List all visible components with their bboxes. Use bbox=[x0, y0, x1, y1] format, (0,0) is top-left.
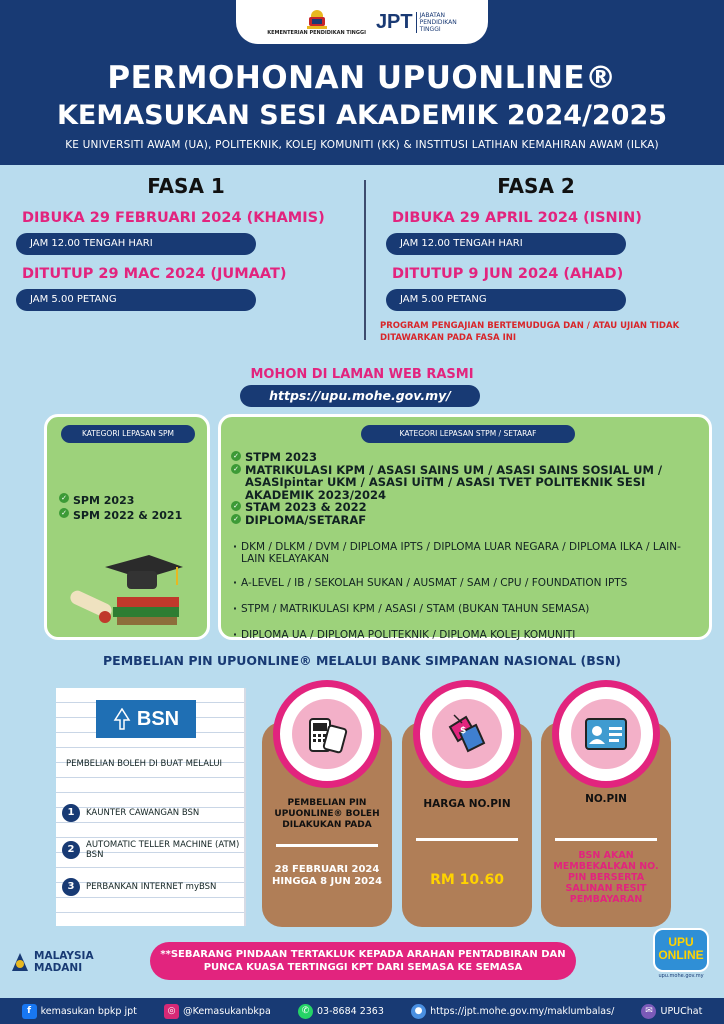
card-value: BSN AKAN MEMBEKALKAN NO. PIN BERSERTA SALINAN RESIT PEMBAYARAN bbox=[553, 850, 659, 905]
spm-category-tag: KATEGORI LEPASAN SPM bbox=[61, 425, 195, 443]
bsn-tree-icon bbox=[113, 708, 131, 730]
bsn-step-1 bbox=[62, 804, 246, 822]
phase-divider bbox=[364, 180, 366, 340]
phase-2-close-time: JAM 5.00 PETANG bbox=[386, 289, 626, 311]
info-card-pin-info bbox=[541, 722, 671, 927]
page-title: PERMOHONAN UPUONLINE® bbox=[107, 60, 617, 96]
info-card-pin-price bbox=[402, 722, 532, 927]
upuchat-link[interactable]: ✉ UPUChat bbox=[641, 1004, 702, 1019]
list-item: ✓ STAM 2023 & 2022 bbox=[231, 501, 701, 514]
malaysia-madani-logo: MALAYSIA MADANI bbox=[10, 950, 94, 974]
list-item: · DIPLOMA UA / DIPLOMA POLITEKNIK / DIPLOMA KOLEJ KOMUNITI bbox=[241, 629, 701, 641]
facebook-link[interactable]: f kemasukan bpkp jpt bbox=[22, 1004, 137, 1019]
card-value: RM 10.60 bbox=[430, 872, 504, 888]
bsn-logo: BSN bbox=[96, 700, 196, 738]
step-number: 2 bbox=[62, 841, 80, 859]
phase-2-title: FASA 2 bbox=[497, 174, 575, 198]
list-item: ✓ STPM 2023 bbox=[231, 451, 701, 464]
list-item: ✓ SPM 2023 bbox=[59, 493, 182, 508]
card-divider bbox=[276, 844, 378, 847]
kpt-logo bbox=[267, 8, 366, 36]
madani-icon bbox=[10, 951, 30, 973]
phase-2-note: PROGRAM PENGAJIAN BERTEMUDUGA DAN / ATAU UJIAN TIDAK DITAWARKAN PADA FASA INI bbox=[380, 321, 680, 343]
step-text: KAUNTER CAWANGAN BSN bbox=[86, 808, 200, 818]
kpt-text: KEMENTERIAN PENDIDIKAN TINGGI bbox=[267, 30, 366, 36]
stpm-list bbox=[231, 451, 701, 526]
list-item: ✓ SPM 2022 & 2021 bbox=[59, 508, 182, 523]
phase-1-open-date: DIBUKA 29 FEBRUARI 2024 (KHAMIS) bbox=[22, 210, 325, 226]
list-item: · A-LEVEL / IB / SEKOLAH SUKAN / AUSMAT / SAM / CPU / FOUNDATION IPTS bbox=[241, 577, 701, 589]
card-label: NO.PIN bbox=[585, 793, 627, 805]
phase-1-title: FASA 1 bbox=[147, 174, 225, 198]
page-title-line2: KEMASUKAN SESI AKADEMIK 2024/2025 bbox=[56, 100, 668, 131]
bsn-step-3 bbox=[62, 878, 246, 896]
jpt-logo bbox=[376, 11, 457, 34]
web-url-link[interactable]: https://upu.mohe.gov.my/ bbox=[240, 385, 480, 407]
phase-2-open-time: JAM 12.00 TENGAH HARI bbox=[386, 233, 626, 255]
phase-1-close-date: DITUTUP 29 MAC 2024 (JUMAAT) bbox=[22, 266, 287, 282]
card-divider bbox=[416, 838, 518, 841]
chat-icon: ✉ bbox=[641, 1004, 656, 1019]
bsn-description: PEMBELIAN BOLEH DI BUAT MELALUI bbox=[66, 759, 223, 769]
upu-url: upu.mohe.gov.my bbox=[658, 973, 704, 979]
svg-text:$: $ bbox=[460, 726, 467, 736]
phase-1-close-time: JAM 5.00 PETANG bbox=[16, 289, 256, 311]
stpm-category-tag: KATEGORI LEPASAN STPM / SETARAF bbox=[361, 425, 575, 443]
card-circle bbox=[413, 680, 521, 788]
card-circle bbox=[552, 680, 660, 788]
card-label: PEMBELIAN PIN UPUONLINE® BOLEH DILAKUKAN PADA bbox=[274, 798, 380, 830]
card-divider bbox=[555, 838, 657, 841]
phase-2-close-date: DITUTUP 9 JUN 2024 (AHAD) bbox=[392, 266, 624, 282]
bsn-heading: PEMBELIAN PIN UPUONLINE® MELALUI BANK SIMPANAN NASIONAL (BSN) bbox=[103, 653, 621, 668]
list-item: ✓ DIPLOMA/SETARAF bbox=[231, 514, 701, 527]
crest-icon bbox=[304, 8, 330, 30]
step-number: 3 bbox=[62, 878, 80, 896]
feedback-link[interactable]: ● https://jpt.mohe.gov.my/maklumbalas/ bbox=[411, 1004, 614, 1019]
step-text: PERBANKAN INTERNET myBSN bbox=[86, 882, 217, 892]
step-number: 1 bbox=[62, 804, 80, 822]
list-item: ✓ MATRIKULASI KPM / ASASI SAINS UM / ASASI SAINS SOSIAL UM / ASASIpintar UKM / ASASI UiTM / ASASI TVET POLITEKNIK SESI AKADEMIK 2023/2024 bbox=[231, 464, 701, 502]
spm-category-box bbox=[44, 414, 210, 640]
bsn-step-2 bbox=[62, 840, 246, 860]
step-text: AUTOMATIC TELLER MACHINE (ATM) BSN bbox=[86, 840, 240, 860]
card-label: HARGA NO.PIN bbox=[423, 798, 511, 810]
card-payment-icon bbox=[304, 711, 350, 757]
header bbox=[0, 0, 724, 165]
footer-bar bbox=[0, 998, 724, 1024]
phase-2-open-date: DIBUKA 29 APRIL 2024 (ISNIN) bbox=[392, 210, 642, 226]
bsn-notebook bbox=[56, 688, 246, 926]
disclaimer-note: **SEBARANG PINDAAN TERTAKLUK KEPADA ARAHAN PENTADBIRAN DAN PUNCA KUASA TERTINGGI KPT DARI SEMASA KE SEMASA bbox=[150, 942, 576, 980]
id-card-icon bbox=[583, 714, 629, 754]
spm-list bbox=[59, 493, 182, 523]
price-tag-icon bbox=[444, 711, 490, 757]
graduation-cap-icon bbox=[65, 545, 185, 635]
user-icon: ● bbox=[411, 1004, 426, 1019]
instagram-icon: ◎ bbox=[164, 1004, 179, 1019]
stpm-category-box bbox=[218, 414, 712, 640]
whatsapp-link[interactable]: ✆ 03-8684 2363 bbox=[298, 1004, 384, 1019]
card-circle bbox=[273, 680, 381, 788]
whatsapp-icon: ✆ bbox=[298, 1004, 313, 1019]
instagram-link[interactable]: ◎ @Kemasukanbkpa bbox=[164, 1004, 271, 1019]
phase-1-open-time: JAM 12.00 TENGAH HARI bbox=[16, 233, 256, 255]
upu-online-logo: UPU ONLINE upu.mohe.gov.my bbox=[650, 928, 712, 990]
facebook-icon: f bbox=[22, 1004, 37, 1019]
jpt-abbr: JPT bbox=[375, 10, 413, 33]
web-label: MOHON DI LAMAN WEB RASMI bbox=[250, 367, 474, 382]
list-item: · STPM / MATRIKULASI KPM / ASASI / STAM (BUKAN TAHUN SEMASA) bbox=[241, 603, 701, 615]
list-item: · DKM / DLKM / DVM / DIPLOMA IPTS / DIPLOMA LUAR NEGARA / DIPLOMA ILKA / LAIN-LAIN KELAYAKAN bbox=[241, 541, 701, 565]
logo-bar bbox=[236, 0, 488, 44]
page-subtitle: KE UNIVERSITI AWAM (UA), POLITEKNIK, KOLEJ KOMUNITI (KK) & INSTITUSI LATIHAN KEMAHIRAN AWAM (ILKA) bbox=[65, 139, 659, 151]
card-value: 28 FEBRUARI 2024 HINGGA 8 JUN 2024 bbox=[271, 864, 383, 887]
info-card-purchase-date bbox=[262, 722, 392, 927]
jpt-full: JABATAN PENDIDIKAN TINGGI bbox=[416, 12, 457, 33]
